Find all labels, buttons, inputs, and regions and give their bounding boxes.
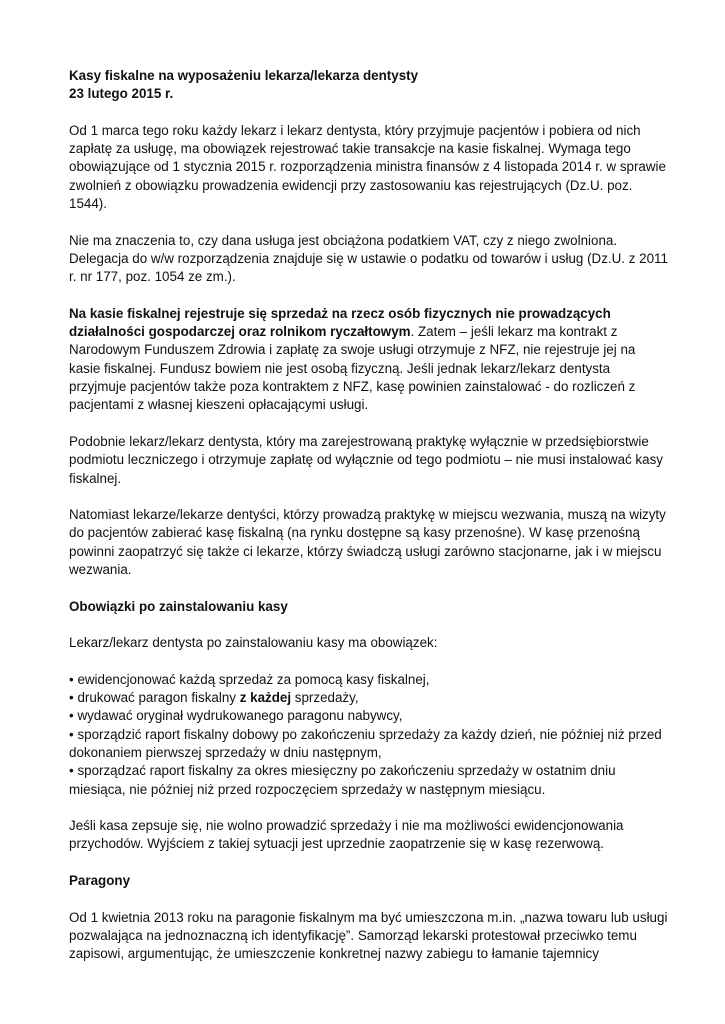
obligations-list <box>69 671 669 799</box>
list-item-text: sporządzić raport fiskalny dobowy po zakończeniu sprzedaży za każdy dzień, nie później niż przed dokonaniem pierwszej sprzedaży w dniu następnym, <box>69 726 662 760</box>
paragraph-house-calls: Natomiast lekarze/lekarze dentyści, którzy prowadzą praktykę w miejscu wezwania, muszą na wizyty do pacjentów zabierać kasę fiskalną (na rynku dostępne są kasy przenośne). W kasę przenośną powinni zaopatrzyć się także ci lekarze, którzy świadczą usługi zarówno stacjonarne, jak i w miejscu wezwania. <box>69 507 666 578</box>
paragraph-registration <box>69 305 669 415</box>
obligations-intro: Lekarz/lekarz dentysta po zainstalowaniu kasy ma obowiązek: <box>69 635 438 651</box>
paragraph-medical-entity: Podobnie lekarz/lekarz dentysta, który ma zarejestrowaną praktykę wyłącznie w przedsiębiorstwie podmiotu leczniczego i otrzymuje zapłatę od wyłącznie od tego podmiotu – nie musi instalować kasy fiskalnej. <box>69 433 663 486</box>
list-item-bold-text: z każdej <box>239 690 292 706</box>
bullet-icon: • <box>69 708 74 724</box>
bullet-icon: • <box>69 690 74 706</box>
document-date: 23 lutego 2015 r. <box>69 86 174 102</box>
registration-bold-text: Na kasie fiskalnej rejestruje się sprzedaż na rzecz osób fizycznych nie prowadzących działalności gospodarczej oraz rolnikom ryczałtowym <box>69 305 611 340</box>
heading-receipts: Paragony <box>69 873 131 889</box>
paragraph-intro: Od 1 marca tego roku każdy lekarz i lekarz dentysta, który przyjmuje pacjentów i pobiera od nich zapłatę za usługę, ma obowiązek rejestrować takie transakcje na kasie fiskalnej. Wymaga tego obowiązujące od 1 stycznia 2015 r. rozporządzenia ministra finansów z 4 listopada 2014 r. w sprawie zwolnień z obowiązku prowadzenia ewidencji przy zastosowaniu kas rejestrujących (Dz.U. poz. 1544). <box>69 122 666 212</box>
list-item-text: sporządzać raport fiskalny za okres miesięczny po zakończeniu sprzedaży w ostatnim dniu miesiąca, nie później niż przed rozpoczęciem sprzedaży w następnym miesiącu. <box>69 763 616 797</box>
document-title: Kasy fiskalne na wyposażeniu lekarza/lekarza dentysty <box>69 68 419 83</box>
bullet-icon: • <box>69 763 74 779</box>
list-item <box>69 762 669 799</box>
document-header <box>69 67 669 104</box>
document-body <box>69 67 669 982</box>
paragraph-vat: Nie ma znaczenia to, czy dana usługa jest obciążona podatkiem VAT, czy z niego zwolniona. Delegacja do w/w rozporządzenia znajduje się w ustawie o podatku od towarów i usług (Dz.U. z 2011 r. nr 177, poz. 1054 ze zm.). <box>69 232 668 285</box>
list-item <box>69 689 669 707</box>
bullet-icon: • <box>69 726 74 742</box>
list-item-text: ewidencjonować każdą sprzedaż za pomocą kasy fiskalnej, <box>77 671 430 687</box>
bullet-icon: • <box>69 671 74 687</box>
list-item-text: drukować paragon fiskalny <box>77 690 240 706</box>
list-item-text: wydawać oryginał wydrukowanego paragonu nabywcy, <box>77 708 403 724</box>
list-item-text: sprzedaży, <box>291 690 359 706</box>
list-item <box>69 726 669 763</box>
registration-text: . Zatem – jeśli lekarz ma kontrakt z Narodowym Funduszem Zdrowia i zapłatę za swoje usługi otrzymuje z NFZ, nie rejestruje jej na kasie fiskalnej. Fundusz bowiem nie jest osobą fizyczną. Jeśli jednak lekarz/lekarz dentysta przyjmuje pacjentów także poza kontraktem z NFZ, kasę powinien zainstalować - do rozliczeń z pacjentami z własnej kieszeni opłacającymi usługi. <box>69 324 636 413</box>
list-item <box>69 671 669 689</box>
heading-obligations: Obowiązki po zainstalowaniu kasy <box>69 598 288 614</box>
list-item <box>69 707 669 725</box>
paragraph-backup-register: Jeśli kasa zepsuje się, nie wolno prowadzić sprzedaży i nie ma możliwości ewidencjonowania przychodów. Wyjściem z takiej sytuacji jest uprzednie zaopatrzenie się w kasę rezerwową. <box>69 818 624 852</box>
paragraph-receipts: Od 1 kwietnia 2013 roku na paragonie fiskalnym ma być umieszczona m.in. „nazwa towaru lub usługi pozwalająca na jednoznaczną ich identyfikację”. Samorząd lekarski protestował przeciwko temu zapisowi, argumentując, że umieszczenie konkretnej nazwy zabiegu to łamanie tajemnicy <box>69 909 668 962</box>
